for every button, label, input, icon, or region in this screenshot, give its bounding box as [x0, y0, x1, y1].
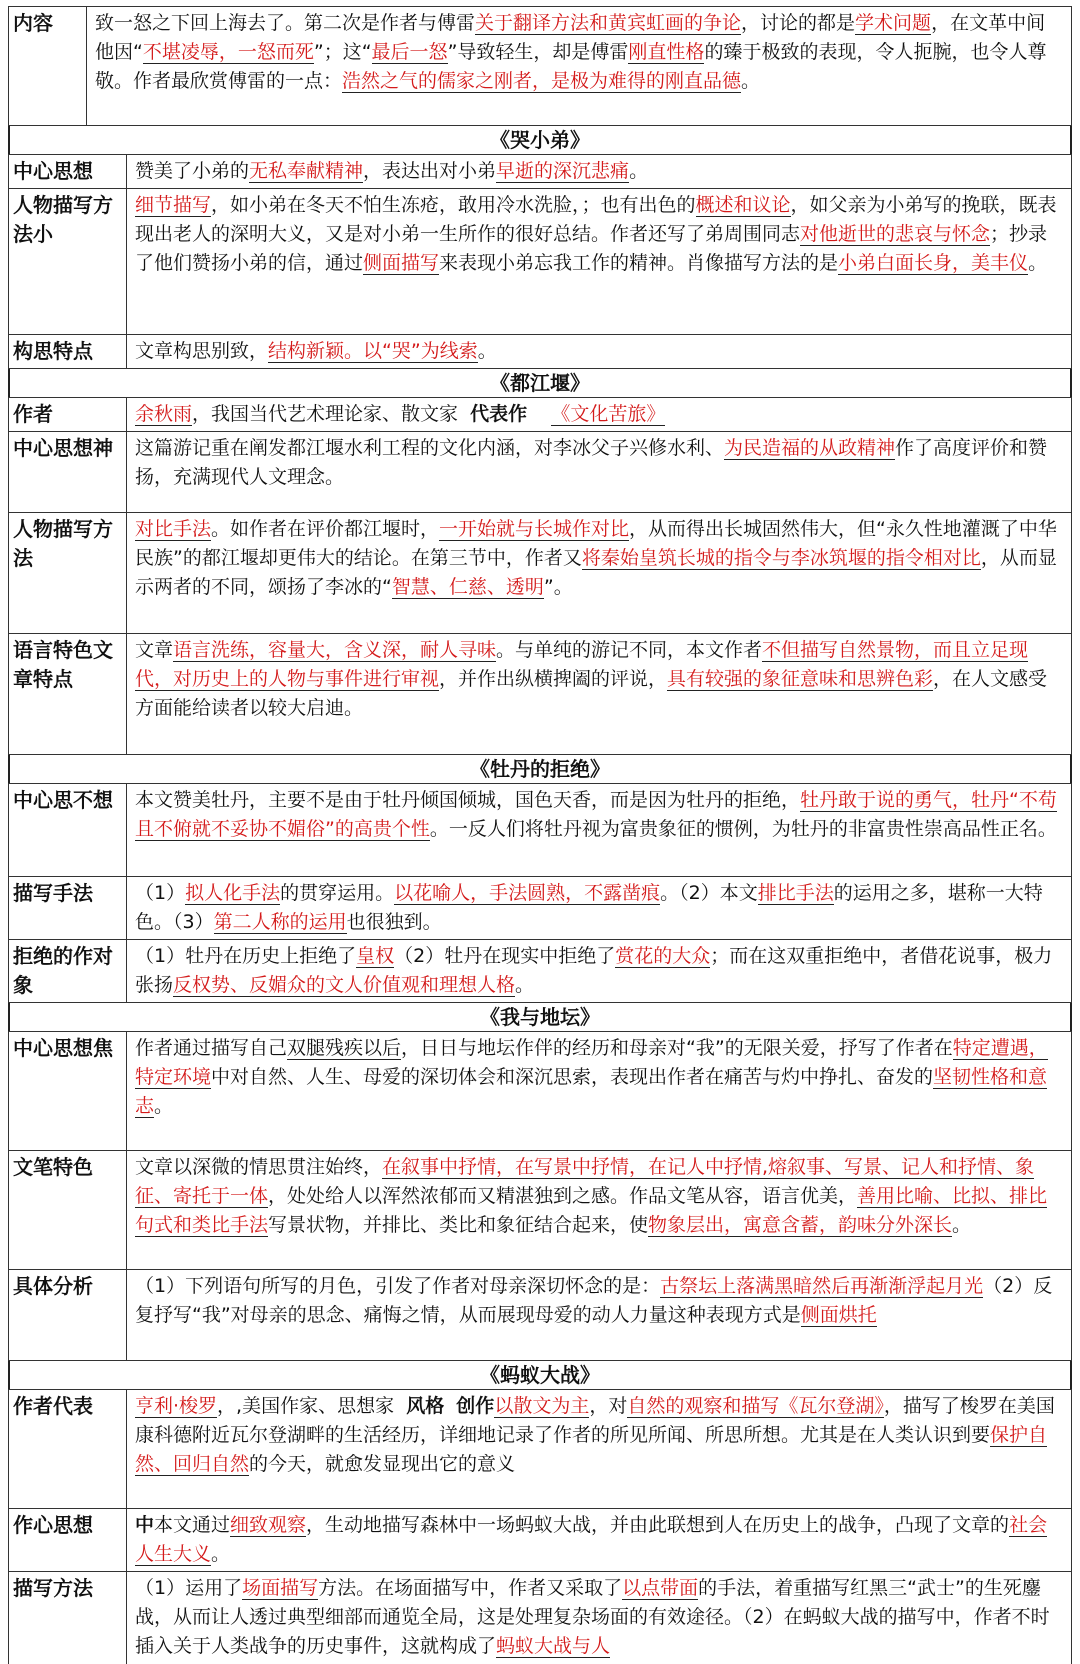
ku-desc-text: 细节描写，如小弟在冬天不怕生冻疮，敢用冷水洗脸，；也有出色的概述和议论，如父亲为小弟写的挽联，既表现出老人的深明大义，又是对小弟一生所作的很好总结。作者还写了弟周围同志对他逝世的悲哀与怀念；抄录了他们赞扬小弟的信，通过侧面描写来表现小弟忘我工作的精神。肖像描写方法的是小弟白面长身，美丰仪。 — [135, 194, 1057, 274]
mu-title: 《牡丹的拒绝》 — [8, 755, 1072, 783]
ku-theme-text: 赞美了小弟的无私奉献精神，表达出对小弟早逝的深沉悲痛。 — [135, 160, 649, 182]
intro-p3: ，在文革中间他因“ — [95, 12, 1046, 63]
wo-style-text: 文章以深微的情思贯注始终，在叙事中抒情，在写景中抒情，在记人中抒情,熔叙事、写景、记人和抒情、象征、寄托于一体，处处给人以浑然浓郁而又精湛独到之感。作品文笔从容，语言优美，善用比喻、比拟、排比句式和类比手法写景状物，并排比、类比和象征结合起来，使物象层出，寓意含蓄，韵味分外深长。 — [135, 1156, 1048, 1236]
ma-style-label: 风格 — [406, 1395, 445, 1417]
du-theme-text: 这篇游记重在阐发都江堰水利工程的文化内涵，对李冰父子兴修水利、为民造福的从政精神作了高度评价和赞扬，充满现代人文理念。 — [135, 437, 1048, 488]
ma-author-label: 作者代表 — [9, 1390, 127, 1508]
ma-title: 《蚂蚁大战》 — [8, 1361, 1072, 1389]
mu-desc-text: （1）拟人化手法的贯穿运用。以花喻人，手法圆熟，不露凿痕。（2）本文排比手法的运用之多，堪称一大特色。（3）第二人称的运用也很独到。 — [135, 882, 1043, 933]
intro-p6: 的臻于极致的表现，令人扼腕，也令人尊敬。作者最欣赏傅雷的一点： — [95, 41, 1047, 92]
du-desc-text: 对比手法。如作者在评价都江堰时，一开始就与长城作对比，从而得出长城固然伟大，但“永久性地灌溉了中华民族”的都江堰却更伟大的结论。在第三节中，作者又将秦始皇筑长城的指令与李冰筑堰的指令相对比，从而显示两者的不同，颂扬了李冰的“智慧、仁慈、透明”。 — [135, 518, 1057, 598]
intro-p2-red: 学术问题 — [855, 12, 932, 34]
intro-p4-red: 最后一怒 — [371, 41, 448, 63]
mu-obj-label: 拒绝的作对象 — [9, 940, 127, 1002]
ma-theme-label: 作心思想 — [9, 1509, 127, 1571]
ku-struct-label: 构思特点 — [9, 335, 127, 368]
mu-obj-row — [8, 940, 1072, 1003]
intro-text — [87, 7, 1071, 125]
du-desc-label: 人物描写方法 — [9, 513, 127, 633]
intro-p4: ”；这“ — [313, 41, 372, 63]
mu-desc-label: 描写手法 — [9, 877, 127, 939]
wo-theme-text: 作者通过描写自己双腿残疾以后，日日与地坛作伴的经历和母亲对“我”的无限关爱，抒写了作者在特定遭遇，特定环境中对自然、人生、母爱的深切体会和深沉思索，表现出作者在痛苦与灼中挣扎、奋发的坚韧性格和意志。 — [135, 1037, 1048, 1117]
ku-theme-row — [8, 154, 1072, 189]
du-author-label: 作者 — [9, 398, 127, 431]
wo-title: 《我与地坛》 — [8, 1003, 1072, 1031]
wo-ana-row — [8, 1270, 1072, 1361]
ma-desc-text: （1）运用了场面描写方法。在场面描写中，作者又采取了以点带面的手法，着重描写红黑三“武士”的生死鏖战，从而让人透过典型细部而通览全局，这是处理复杂场面的有效途径。（2）在蚂蚁大战的描写中，作者不时插入关于人类战争的历史事件，这就构成了蚂蚁大战与人 — [135, 1577, 1050, 1657]
wo-theme-row — [8, 1031, 1072, 1151]
du-theme-row — [8, 432, 1072, 513]
ku-desc-label: 人物描写方法小 — [9, 189, 127, 334]
intro-p2: ，讨论的都是 — [741, 12, 856, 34]
intro-row — [8, 6, 1072, 126]
ku-desc-row — [8, 189, 1072, 335]
wo-style-label: 文笔特色 — [9, 1151, 127, 1269]
du-title: 《都江堰》 — [8, 369, 1072, 397]
wo-style-row — [8, 1151, 1072, 1270]
ma-desc-label: 描写方法 — [9, 1572, 127, 1664]
wo-ana-text: （1）下列语句所写的月色，引发了作者对母亲深切怀念的是：古祭坛上落满黑暗然后再渐渐浮起月光（2）反复抒写“我”对母亲的思念、痛悔之情，从而展现母爱的动人力量这种表现方式是侧面烘托 — [135, 1275, 1053, 1326]
ku-struct-row — [8, 335, 1072, 369]
wo-ana-label: 具体分析 — [9, 1270, 127, 1360]
mu-desc-row — [8, 877, 1072, 940]
du-theme-label: 中心思想神 — [9, 432, 127, 512]
mu-obj-text: （1）牡丹在历史上拒绝了皇权（2）牡丹在现实中拒绝了赏花的大众；而在这双重拒绝中，者借花说事，极力张扬反权势、反媚众的文人价值观和理想人格。 — [135, 945, 1053, 996]
ma-author-row — [8, 1389, 1072, 1509]
mu-theme-text: 本文赞美牡丹，主要不是由于牡丹倾国倾城，国色天香，而是因为牡丹的拒绝，牡丹敢于说的勇气，牡丹“不苟且不俯就不妥协不媚俗”的高贵个性。一反人们将牡丹视为富贵象征的惯例，为牡丹的非富贵性崇高品性正名。 — [135, 789, 1057, 840]
du-lang-label: 语言特色文章特点 — [9, 634, 127, 754]
ma-desc-row — [8, 1572, 1072, 1664]
ku-title: 《哭小弟》 — [8, 126, 1072, 154]
intro-p3-red: 不堪凌辱，一怒而死 — [142, 41, 314, 63]
du-author-text: 余秋雨，我国当代艺术理论家、散文家 代表作 《文化苦旅》 — [135, 403, 666, 425]
intro-p5-red: 刚直性格 — [628, 41, 705, 63]
intro-p6-red: 浩然之气的儒家之刚者，是极为难得的刚直品德 — [342, 70, 742, 92]
du-desc-row — [8, 513, 1072, 634]
intro-p5: ”导致轻生，却是傅雷 — [447, 41, 629, 63]
du-lang-row — [8, 634, 1072, 755]
ma-theme-row — [8, 1509, 1072, 1572]
intro-p7: 。 — [741, 70, 761, 92]
mu-theme-row — [8, 783, 1072, 877]
ma-theme-text: 中本文通过细致观察，生动地描写森林中一场蚂蚁大战，并由此联想到人在历史上的战争，凸现了文章的社会人生大义。 — [135, 1514, 1048, 1565]
intro-p1: 致一怒之下回上海去了。第二次是作者与傅雷 — [95, 12, 476, 34]
du-author-row — [8, 397, 1072, 432]
ku-theme-label: 中心思想 — [9, 155, 127, 188]
du-work-label: 代表作 — [470, 403, 528, 425]
ma-author-text: 亨利·梭罗，,美国作家、思想家 风格 创作以散文为主，对自然的观察和描写《瓦尔登湖》，描写了梭罗在美国康科德附近瓦尔登湖畔的生活经历，详细地记录了作者的所见所闻、所思所想。尤其是在人类认识到要保护自然、回归自然的今天，就愈发显现出它的意义 — [135, 1395, 1055, 1475]
document-page — [8, 6, 1072, 1664]
ku-struct-text: 文章构思别致，结构新颖。以“哭”为线索。 — [135, 340, 497, 362]
intro-label: 内容 — [9, 7, 87, 125]
ma-work-label: 创作 — [456, 1395, 495, 1417]
intro-p1-red: 关于翻译方法和黄宾虹画的争论 — [475, 12, 742, 34]
du-lang-text: 文章语言洗练，容量大，含义深，耐人寻味。与单纯的游记不同，本文作者不但描写自然景物，而且立足现代，对历史上的人物与事件进行审视，并作出纵横捭阖的评说，具有较强的象征意味和思辨色彩，在人文感受方面能给读者以较大启迪。 — [135, 639, 1048, 719]
mu-theme-label: 中心思不想 — [9, 784, 127, 876]
wo-theme-label: 中心思想焦 — [9, 1032, 127, 1150]
